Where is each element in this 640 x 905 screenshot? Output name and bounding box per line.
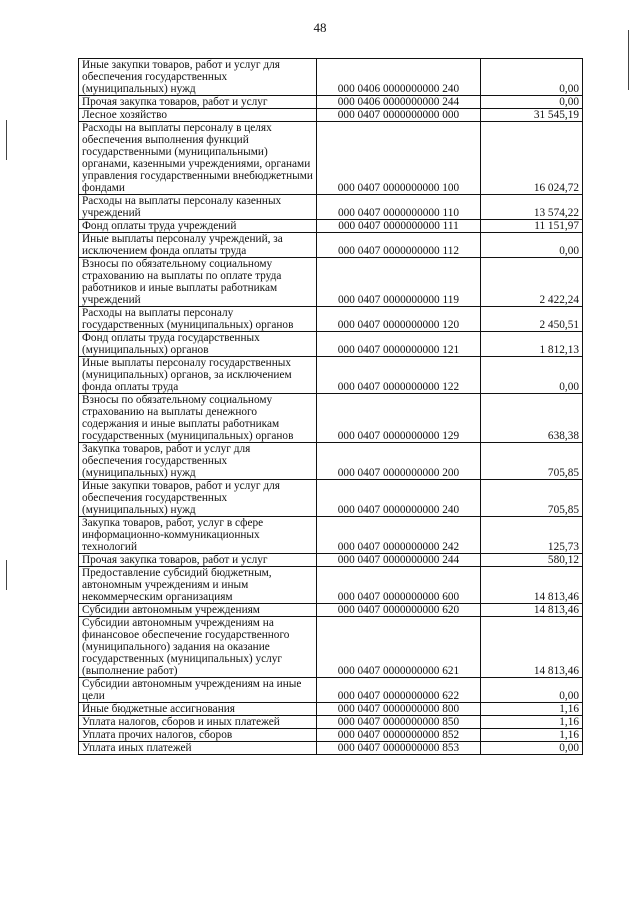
row-amount-cell: 11 151,97 xyxy=(481,220,583,233)
table-row xyxy=(79,604,583,617)
row-name-cell: Закупка товаров, работ и услуг для обеспечения государственных (муниципальных) нужд xyxy=(79,443,317,480)
row-amount-cell: 580,12 xyxy=(481,554,583,567)
row-name-cell: Лесное хозяйство xyxy=(79,109,317,122)
table-row xyxy=(79,443,583,480)
row-amount-cell: 1,16 xyxy=(481,729,583,742)
table-row xyxy=(79,394,583,443)
table-row xyxy=(79,258,583,307)
row-code-cell: 000 0407 0000000000 120 xyxy=(317,307,481,332)
row-amount-cell: 638,38 xyxy=(481,394,583,443)
row-name-cell: Фонд оплаты труда государственных (муниципальных) органов xyxy=(79,332,317,357)
table-row xyxy=(79,220,583,233)
row-code-cell: 000 0407 0000000000 850 xyxy=(317,716,481,729)
row-amount-cell: 0,00 xyxy=(481,357,583,394)
row-name-cell: Уплата иных платежей xyxy=(79,742,317,755)
row-code-cell: 000 0407 0000000000 110 xyxy=(317,195,481,220)
row-amount-cell: 1 812,13 xyxy=(481,332,583,357)
row-name-cell: Фонд оплаты труда учреждений xyxy=(79,220,317,233)
row-name-cell: Иные закупки товаров, работ и услуг для обеспечения государственных (муниципальных) нужд xyxy=(79,480,317,517)
row-name-cell: Расходы на выплаты персоналу казенных учреждений xyxy=(79,195,317,220)
row-amount-cell: 2 422,24 xyxy=(481,258,583,307)
row-amount-cell: 13 574,22 xyxy=(481,195,583,220)
row-amount-cell: 0,00 xyxy=(481,233,583,258)
table-row xyxy=(79,357,583,394)
row-amount-cell: 1,16 xyxy=(481,716,583,729)
row-name-cell: Взносы по обязательному социальному страхованию на выплаты денежного содержания и иные выплаты работникам государственных (муниципальных) органов xyxy=(79,394,317,443)
table-row xyxy=(79,96,583,109)
row-code-cell: 000 0407 0000000000 244 xyxy=(317,554,481,567)
row-amount-cell: 2 450,51 xyxy=(481,307,583,332)
row-code-cell: 000 0407 0000000000 240 xyxy=(317,480,481,517)
row-code-cell: 000 0407 0000000000 800 xyxy=(317,703,481,716)
row-name-cell: Расходы на выплаты персоналу государственных (муниципальных) органов xyxy=(79,307,317,332)
row-name-cell: Субсидии автономным учреждениям на финансовое обеспечение государственного (муниципального) задания на оказание государственных (муниципальных) услуг (выполнение работ) xyxy=(79,617,317,678)
row-code-cell: 000 0407 0000000000 129 xyxy=(317,394,481,443)
row-amount-cell: 16 024,72 xyxy=(481,122,583,195)
row-name-cell: Иные бюджетные ассигнования xyxy=(79,703,317,716)
row-code-cell: 000 0407 0000000000 621 xyxy=(317,617,481,678)
row-amount-cell: 14 813,46 xyxy=(481,617,583,678)
row-code-cell: 000 0407 0000000000 100 xyxy=(317,122,481,195)
row-name-cell: Закупка товаров, работ, услуг в сфере информационно-коммуникационных технологий xyxy=(79,517,317,554)
row-code-cell: 000 0406 0000000000 244 xyxy=(317,96,481,109)
row-amount-cell: 14 813,46 xyxy=(481,567,583,604)
table-row xyxy=(79,332,583,357)
table-row xyxy=(79,729,583,742)
row-amount-cell: 125,73 xyxy=(481,517,583,554)
row-name-cell: Иные закупки товаров, работ и услуг для обеспечения государственных (муниципальных) нужд xyxy=(79,59,317,96)
table-row xyxy=(79,716,583,729)
row-name-cell: Предоставление субсидий бюджетным, автономным учреждениям и иным некоммерческим организациям xyxy=(79,567,317,604)
row-code-cell: 000 0407 0000000000 000 xyxy=(317,109,481,122)
row-code-cell: 000 0407 0000000000 853 xyxy=(317,742,481,755)
table-row xyxy=(79,703,583,716)
row-code-cell: 000 0407 0000000000 852 xyxy=(317,729,481,742)
table-row xyxy=(79,617,583,678)
row-amount-cell: 31 545,19 xyxy=(481,109,583,122)
table-row xyxy=(79,109,583,122)
row-code-cell: 000 0407 0000000000 622 xyxy=(317,678,481,703)
row-name-cell: Субсидии автономным учреждениям xyxy=(79,604,317,617)
row-code-cell: 000 0406 0000000000 240 xyxy=(317,59,481,96)
row-code-cell: 000 0407 0000000000 620 xyxy=(317,604,481,617)
budget-table-body xyxy=(79,59,583,755)
budget-table xyxy=(78,58,583,755)
row-name-cell: Взносы по обязательному социальному страхованию на выплаты по оплате труда работников и иные выплаты работникам учреждений xyxy=(79,258,317,307)
row-amount-cell: 0,00 xyxy=(481,742,583,755)
scan-edge-mark xyxy=(6,120,7,160)
table-row xyxy=(79,678,583,703)
table-row xyxy=(79,59,583,96)
row-amount-cell: 14 813,46 xyxy=(481,604,583,617)
table-row xyxy=(79,480,583,517)
scan-edge-mark xyxy=(628,30,629,90)
row-code-cell: 000 0407 0000000000 119 xyxy=(317,258,481,307)
table-row xyxy=(79,554,583,567)
row-code-cell: 000 0407 0000000000 242 xyxy=(317,517,481,554)
row-amount-cell: 0,00 xyxy=(481,678,583,703)
row-code-cell: 000 0407 0000000000 112 xyxy=(317,233,481,258)
row-code-cell: 000 0407 0000000000 111 xyxy=(317,220,481,233)
row-name-cell: Прочая закупка товаров, работ и услуг xyxy=(79,96,317,109)
table-row xyxy=(79,233,583,258)
row-name-cell: Иные выплаты персоналу учреждений, за исключением фонда оплаты труда xyxy=(79,233,317,258)
table-row xyxy=(79,307,583,332)
row-name-cell: Расходы на выплаты персоналу в целях обеспечения выполнения функций государственными (муниципальными) органами, казенными учреждениями, органами управления государственными внебюджетными фондами xyxy=(79,122,317,195)
table-row xyxy=(79,742,583,755)
scan-edge-mark xyxy=(6,560,7,590)
row-code-cell: 000 0407 0000000000 121 xyxy=(317,332,481,357)
table-row xyxy=(79,122,583,195)
row-amount-cell: 0,00 xyxy=(481,96,583,109)
row-amount-cell: 705,85 xyxy=(481,480,583,517)
row-name-cell: Прочая закупка товаров, работ и услуг xyxy=(79,554,317,567)
row-code-cell: 000 0407 0000000000 600 xyxy=(317,567,481,604)
row-name-cell: Уплата налогов, сборов и иных платежей xyxy=(79,716,317,729)
row-name-cell: Уплата прочих налогов, сборов xyxy=(79,729,317,742)
table-row xyxy=(79,195,583,220)
table-row xyxy=(79,567,583,604)
row-code-cell: 000 0407 0000000000 200 xyxy=(317,443,481,480)
row-name-cell: Иные выплаты персоналу государственных (муниципальных) органов, за исключением фонда оплаты труда xyxy=(79,357,317,394)
page-number: 48 xyxy=(313,20,327,35)
row-amount-cell: 1,16 xyxy=(481,703,583,716)
table-row xyxy=(79,517,583,554)
row-amount-cell: 0,00 xyxy=(481,59,583,96)
row-name-cell: Субсидии автономным учреждениям на иные цели xyxy=(79,678,317,703)
row-code-cell: 000 0407 0000000000 122 xyxy=(317,357,481,394)
row-amount-cell: 705,85 xyxy=(481,443,583,480)
